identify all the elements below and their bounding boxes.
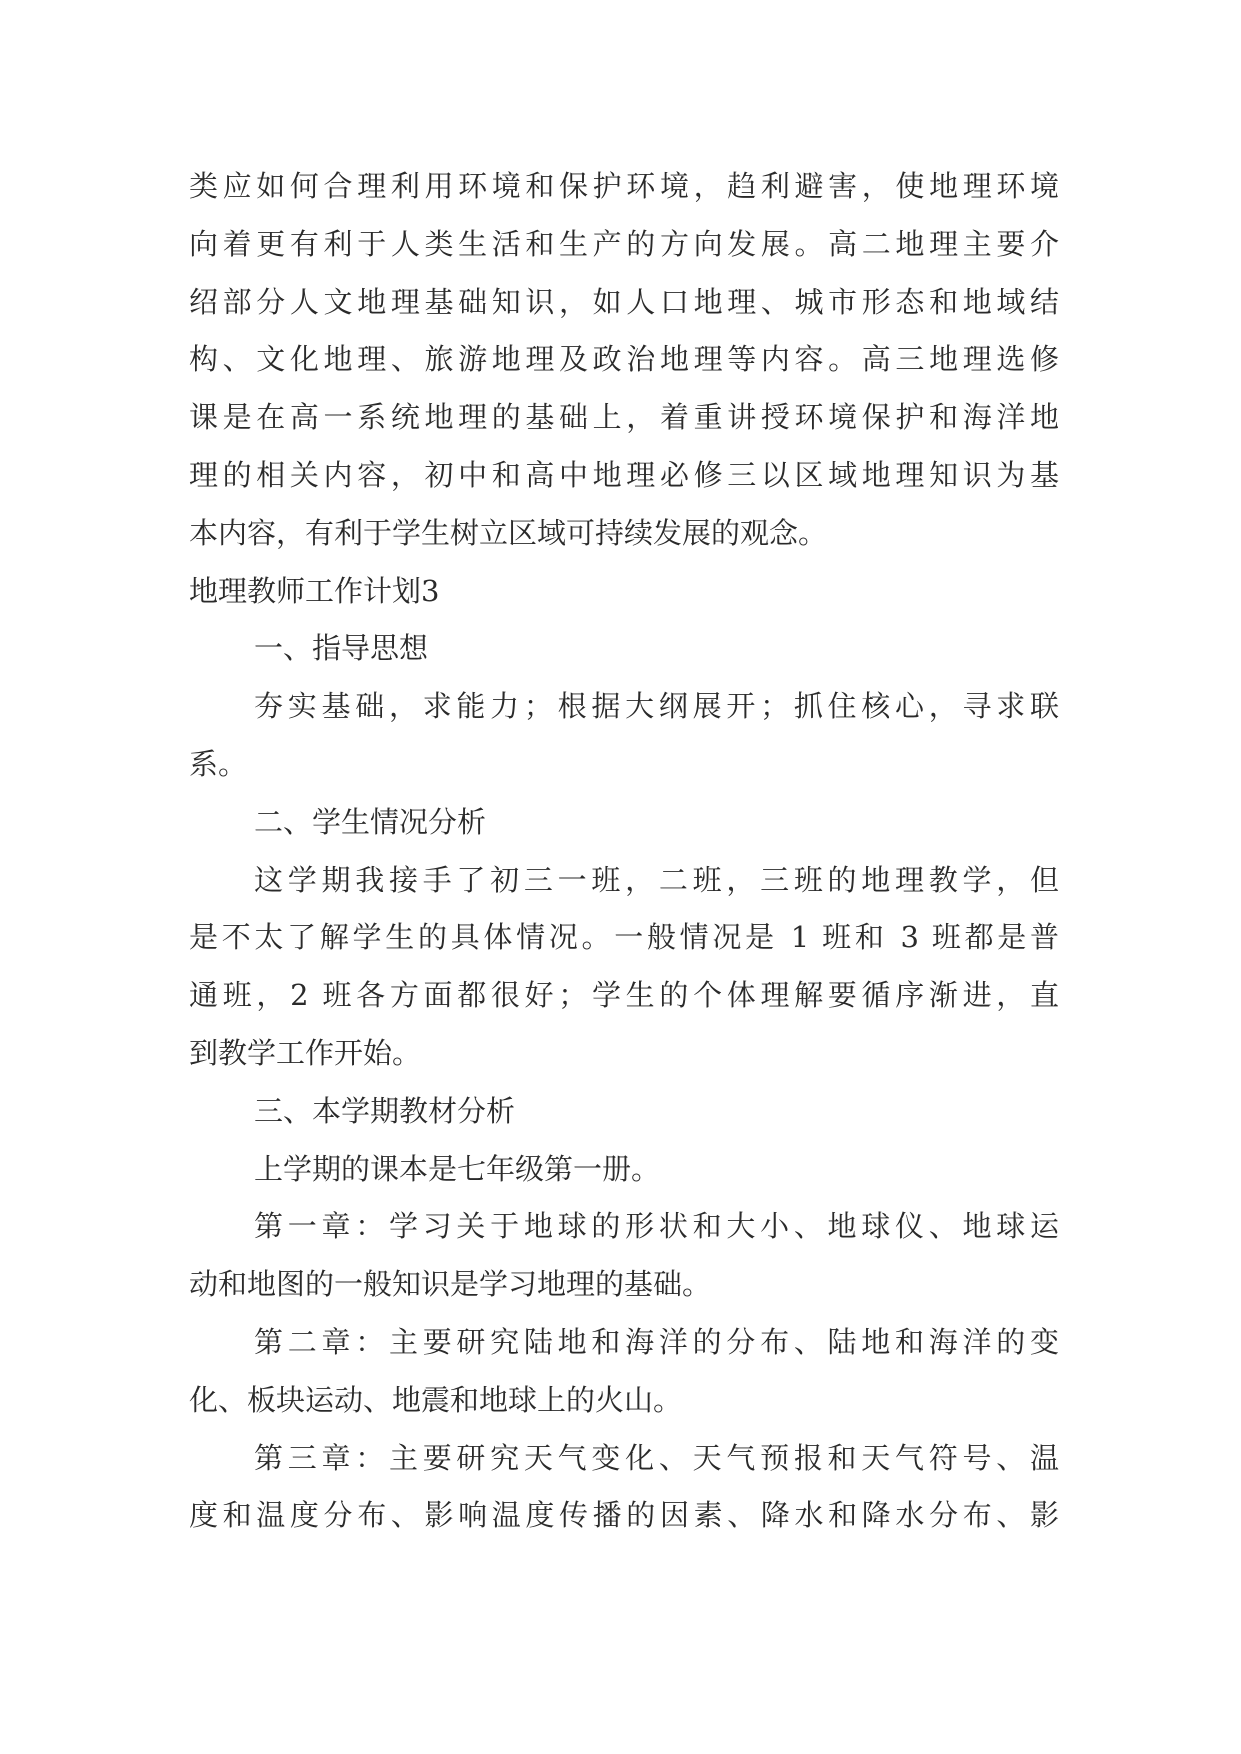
paragraph-line: 化、板块运动、地震和地球上的火山。 [189,1382,683,1417]
paragraph-line: 是不太了解学生的具体情况。一般情况是 1 班和 3 班都是普 [189,920,1059,955]
paragraph-line: 第三章：主要研究天气变化、天气预报和天气符号、温 [254,1440,1059,1475]
paragraph-line: 动和地图的一般知识是学习地理的基础。 [189,1267,712,1302]
paragraph-line: 构、文化地理、旅游地理及政治地理等内容。高三地理选修 [189,342,1059,377]
paragraph-line: 类应如何合理利用环境和保护环境，趋利避害，使地理环境 [189,169,1059,203]
paragraph-line: 第一章：学习关于地球的形状和大小、地球仪、地球运 [254,1209,1059,1244]
paragraph-line: 到教学工作开始。 [189,1035,422,1070]
paragraph-line: 系。 [189,746,248,781]
paragraph-line: 向着更有利于人类生活和生产的方向发展。高二地理主要介 [189,226,1059,261]
paragraph-line: 上学期的课本是七年级第一册。 [254,1151,661,1186]
paragraph-line: 第二章：主要研究陆地和海洋的分布、陆地和海洋的变 [254,1324,1059,1359]
section-heading: 二、学生情况分析 [254,804,487,839]
section-heading: 一、指导思想 [254,631,429,666]
paragraph-line: 本内容，有利于学生树立区域可持续发展的观念。 [189,515,828,550]
paragraph-line: 通班，2 班各方面都很好；学生的个体理解要循序渐进，直 [189,978,1059,1013]
document-body [189,158,1059,1545]
section-title: 地理教师工作计划3 [189,573,440,608]
paragraph-line: 这学期我接手了初三一班，二班，三班的地理教学，但 [254,862,1059,897]
paragraph-line: 绍部分人文地理基础知识，如人口地理、城市形态和地域结 [189,284,1059,319]
section-heading: 三、本学期教材分析 [254,1093,516,1128]
paragraph-line: 理的相关内容，初中和高中地理必修三以区域地理知识为基 [189,457,1059,492]
paragraph-line: 夯实基础，求能力；根据大纲展开；抓住核心，寻求联 [254,689,1059,724]
paragraph-line: 课是在高一系统地理的基础上，着重讲授环境保护和海洋地 [189,400,1059,435]
paragraph-line: 度和温度分布、影响温度传播的因素、降水和降水分布、影 [189,1498,1059,1533]
